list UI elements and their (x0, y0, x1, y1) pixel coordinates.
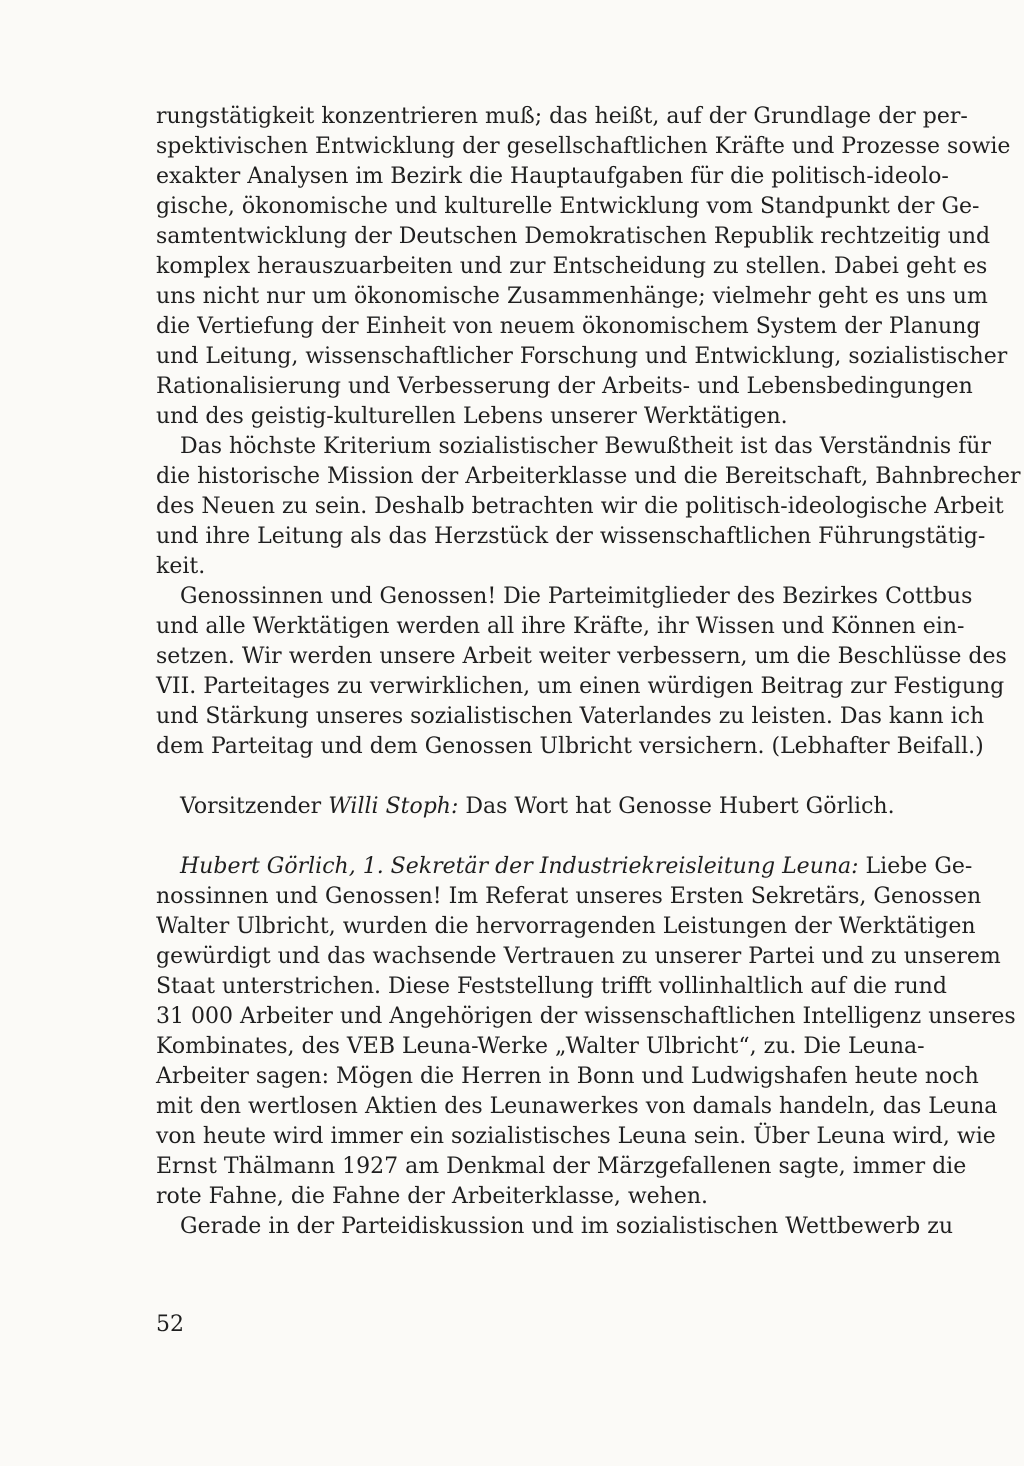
text-line: und des geistig-kulturellen Lebens unserer Werktätigen. (156, 404, 788, 429)
text-line: Rationalisierung und Verbesserung der Arbeits- und Lebensbedingungen (156, 374, 973, 399)
text-line: gewürdigt und das wachsende Vertrauen zu unserer Partei und zu unserem (156, 944, 1001, 969)
text-line: gische, ökonomische und kulturelle Entwicklung vom Standpunkt der Ge- (156, 194, 980, 219)
speech-first-line (156, 852, 973, 882)
text-line: die Vertiefung der Einheit von neuem ökonomischem System der Planung (156, 314, 981, 339)
paragraph-1 (156, 102, 1011, 432)
text-line: die historische Mission der Arbeiterklasse und die Bereitschaft, Bahnbrecher (156, 464, 1021, 489)
text-line: Walter Ulbricht, wurden die hervorragenden Leistungen der Werktätigen (156, 914, 976, 939)
text-line: rungstätigkeit konzentrieren muß; das heißt, auf der Grundlage der per- (156, 104, 968, 129)
text-line: dem Parteitag und dem Genossen Ulbricht versichern. (Lebhafter Beifall.) (156, 734, 984, 759)
text-line: Gerade in der Parteidiskussion und im sozialistischen Wettbewerb zu (180, 1214, 954, 1239)
text-line: Staat unterstrichen. Diese Feststellung trifft vollinhaltlich auf die rund (156, 974, 947, 999)
text-line: setzen. Wir werden unsere Arbeit weiter verbessern, um die Beschlüsse des (156, 644, 1007, 669)
text-line: exakter Analysen im Bezirk die Hauptaufgaben für die politisch-ideolo- (156, 164, 949, 189)
text-line: und Stärkung unseres sozialistischen Vaterlandes zu leisten. Das kann ich (156, 704, 985, 729)
text-line: mit den wertlosen Aktien des Leunawerkes von damals handeln, das Leuna (156, 1094, 998, 1119)
text-line: und ihre Leitung als das Herzstück der wissenschaftlichen Führungstätig- (156, 524, 986, 549)
text-line: Arbeiter sagen: Mögen die Herren in Bonn und Ludwigshafen heute noch (156, 1064, 979, 1089)
chair-prefix: Vorsitzender (180, 794, 329, 819)
paragraph-3 (156, 582, 1007, 762)
text-line: samtentwicklung der Deutschen Demokratischen Republik rechtzeitig und (156, 224, 991, 249)
speech-paragraph (156, 852, 1016, 1212)
text-line: spektivischen Entwicklung der gesellschaftlichen Kräfte und Prozesse sowie (156, 134, 1011, 159)
text-line: des Neuen zu sein. Deshalb betrachten wir die politisch-ideologische Arbeit (156, 494, 1004, 519)
text-line: nossinnen und Genossen! Im Referat unseres Ersten Sekretärs, Genossen (156, 884, 982, 909)
paragraph-2 (156, 432, 1021, 582)
text-line: Kombinates, des VEB Leuna-Werke „Walter Ulbricht“, zu. Die Leuna- (156, 1034, 925, 1059)
text-line: Ernst Thälmann 1927 am Denkmal der Märzgefallenen sagte, immer die (156, 1154, 967, 1179)
chair-announcement (156, 792, 924, 822)
text-line: rote Fahne, die Fahne der Arbeiterklasse, wehen. (156, 1184, 709, 1209)
speaker-name-role: Hubert Görlich, 1. Sekretär der Industriekreisleitung Leuna: (180, 854, 859, 879)
text-line: komplex herauszuarbeiten und zur Entscheidung zu stellen. Dabei geht es (156, 254, 988, 279)
text-line: keit. (156, 554, 206, 579)
text-line: Genossinnen und Genossen! Die Parteimitglieder des Bezirkes Cottbus (180, 584, 973, 609)
text-line: uns nicht nur um ökonomische Zusammenhänge; vielmehr geht es uns um (156, 284, 988, 309)
text-line: 31 000 Arbeiter und Angehörigen der wissenschaftlichen Intelligenz unseres (156, 1004, 1016, 1029)
text-line: VII. Parteitages zu verwirklichen, um einen würdigen Beitrag zur Festigung (156, 674, 1005, 699)
text-line: Das höchste Kriterium sozialistischer Bewußtheit ist das Verständnis für (180, 434, 991, 459)
text-line: von heute wird immer ein sozialistisches Leuna sein. Über Leuna wird, wie (156, 1124, 996, 1149)
page-text-block (156, 102, 1021, 1242)
text-line: und alle Werktätigen werden all ihre Kräfte, ihr Wissen und Können ein- (156, 614, 965, 639)
page-number: 52 (156, 1312, 184, 1337)
chair-text: Das Wort hat Genosse Hubert Görlich. (458, 794, 895, 819)
chair-name: Willi Stoph: (328, 794, 459, 819)
final-paragraph (156, 1212, 954, 1242)
speech-opening: Liebe Ge- (858, 854, 973, 879)
text-line: und Leitung, wissenschaftlicher Forschung und Entwicklung, sozialistischer (156, 344, 1008, 369)
